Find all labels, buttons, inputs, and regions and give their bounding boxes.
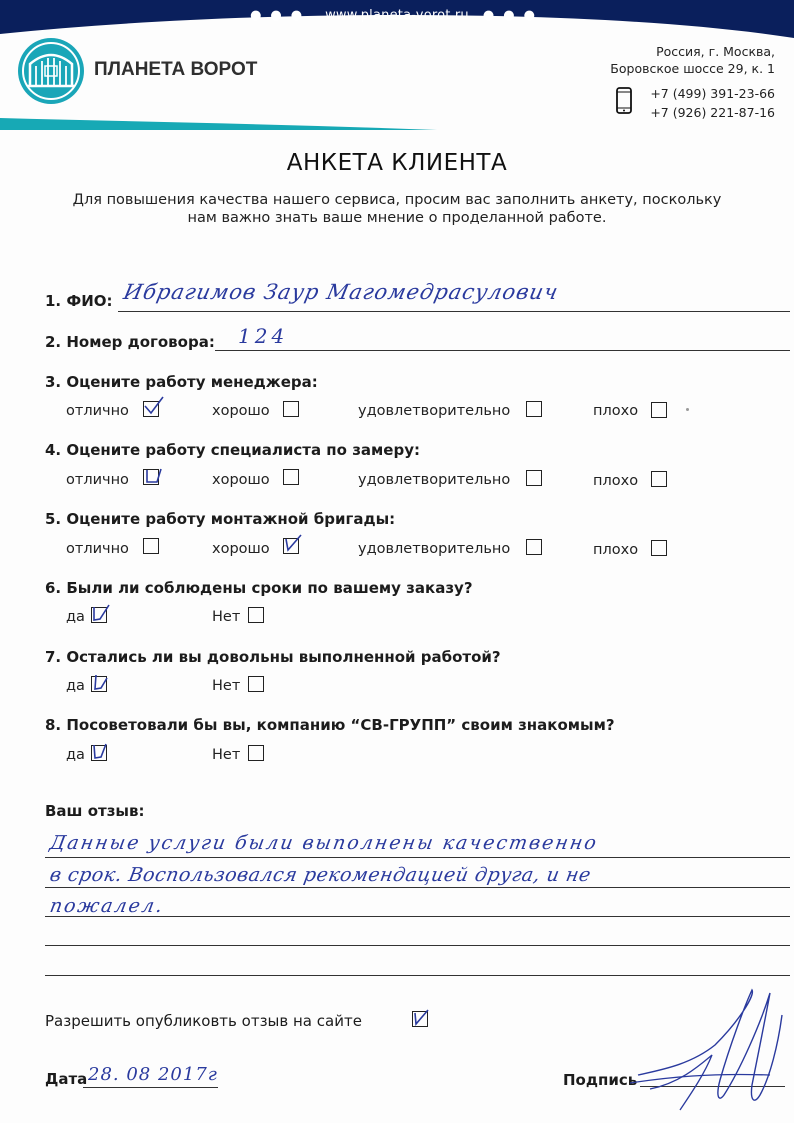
dots-right-icon: ●●●	[482, 8, 544, 23]
review-text-line: в срок. Воспользовался рекомендацией друга, и не	[48, 864, 593, 886]
contract-answer: 124	[238, 324, 289, 348]
option-no-label: Нет	[212, 609, 241, 625]
checkbox-excellent[interactable]	[143, 538, 159, 554]
checkmark-icon	[90, 672, 112, 692]
publish-label: Разрешить опубликовть отзыв на сайте	[45, 1012, 362, 1030]
checkmark-icon	[411, 1007, 433, 1027]
option-satisfactory-label: удовлетворительно	[358, 472, 511, 488]
checkbox-good[interactable]	[283, 401, 299, 417]
name-field-line[interactable]	[118, 311, 790, 312]
question-installers-label: 5. Оцените работу монтажной бригады:	[45, 510, 396, 528]
checkmark-icon	[143, 466, 165, 486]
question-manager-label: 3. Оцените работу менеджера:	[45, 373, 318, 391]
option-good-label: хорошо	[212, 472, 270, 488]
phone-number[interactable]: +7 (926) 221-87-16	[650, 105, 775, 120]
date-field-line[interactable]	[83, 1087, 218, 1088]
checkbox-no[interactable]	[248, 745, 264, 761]
question-contract-label: 2. Номер договора:	[45, 333, 215, 351]
site-url[interactable]: www.planeta-vorot.ru	[325, 8, 469, 23]
question-deadlines-label: 6. Были ли соблюдены сроки по вашему заказу?	[45, 579, 473, 597]
option-satisfactory-label: удовлетворительно	[358, 541, 511, 557]
contract-field-line[interactable]	[215, 350, 790, 351]
option-yes-label: да	[66, 747, 85, 763]
mobile-phone-icon	[616, 87, 632, 114]
question-name-label: 1. ФИО:	[45, 292, 113, 310]
checkmark-icon	[143, 396, 165, 416]
form-title: АНКЕТА КЛИЕНТА	[286, 150, 508, 176]
option-no-label: Нет	[212, 747, 241, 763]
option-yes-label: да	[66, 678, 85, 694]
site-url-bar	[0, 8, 794, 23]
checkbox-good[interactable]	[283, 469, 299, 485]
option-bad-label: плохо	[593, 542, 639, 558]
form-intro	[30, 191, 764, 227]
signature-scribble-icon	[620, 985, 790, 1120]
checkbox-satisfactory[interactable]	[526, 401, 542, 417]
option-excellent-label: отлично	[66, 541, 129, 557]
date-label: Дата	[45, 1070, 88, 1088]
review-line[interactable]	[45, 945, 790, 946]
question-satisfied-label: 7. Остались ли вы довольны выполненной работой?	[45, 648, 501, 666]
option-satisfactory-label: удовлетворительно	[358, 403, 511, 419]
brand-name: ПЛАНЕТА ВОРОТ	[94, 59, 258, 80]
review-label: Ваш отзыв:	[45, 802, 145, 820]
option-bad-label: плохо	[593, 473, 639, 489]
address-line: Россия, г. Москва,	[656, 44, 775, 59]
option-good-label: хорошо	[212, 403, 270, 419]
review-line[interactable]	[45, 857, 790, 858]
date-answer: 28. 08 2017г	[88, 1064, 218, 1085]
checkbox-bad[interactable]	[651, 540, 667, 556]
question-measurer-label: 4. Оцените работу специалиста по замеру:	[45, 441, 420, 459]
phone-number[interactable]: +7 (499) 391-23-66	[650, 86, 775, 101]
checkbox-bad[interactable]	[651, 471, 667, 487]
checkmark-icon	[90, 740, 112, 760]
checkbox-no[interactable]	[248, 676, 264, 692]
company-address	[610, 43, 775, 77]
checkbox-bad[interactable]	[651, 402, 667, 418]
option-yes-label: да	[66, 609, 85, 625]
review-text-line: пожалел.	[48, 895, 167, 917]
phone-numbers	[650, 84, 775, 122]
gate-logo-icon	[16, 36, 86, 106]
checkbox-satisfactory[interactable]	[526, 470, 542, 486]
stray-mark	[686, 408, 689, 411]
signature-label: Подпись	[563, 1071, 638, 1089]
question-recommend-label: 8. Посоветовали бы вы, компанию “СВ-ГРУПП” своим знакомым?	[45, 716, 615, 734]
checkmark-icon	[90, 603, 112, 623]
option-excellent-label: отлично	[66, 472, 129, 488]
checkmark-icon	[283, 533, 305, 553]
review-line[interactable]	[45, 887, 790, 888]
review-line[interactable]	[45, 975, 790, 976]
option-bad-label: плохо	[593, 403, 639, 419]
intro-line: нам важно знать ваше мнение о проделанной работе.	[187, 210, 607, 226]
checkbox-no[interactable]	[248, 607, 264, 623]
option-good-label: хорошо	[212, 541, 270, 557]
intro-line: Для повышения качества нашего сервиса, просим вас заполнить анкету, поскольку	[72, 192, 722, 208]
address-line: Боровское шоссе 29, к. 1	[610, 61, 775, 76]
option-no-label: Нет	[212, 678, 241, 694]
dots-left-icon: ●●●	[250, 8, 312, 23]
checkbox-satisfactory[interactable]	[526, 539, 542, 555]
review-text-line: Данные услуги были выполнены качественно	[48, 832, 600, 854]
name-answer: Ибрагимов Заур Магомедрасулович	[121, 280, 561, 304]
option-excellent-label: отлично	[66, 403, 129, 419]
